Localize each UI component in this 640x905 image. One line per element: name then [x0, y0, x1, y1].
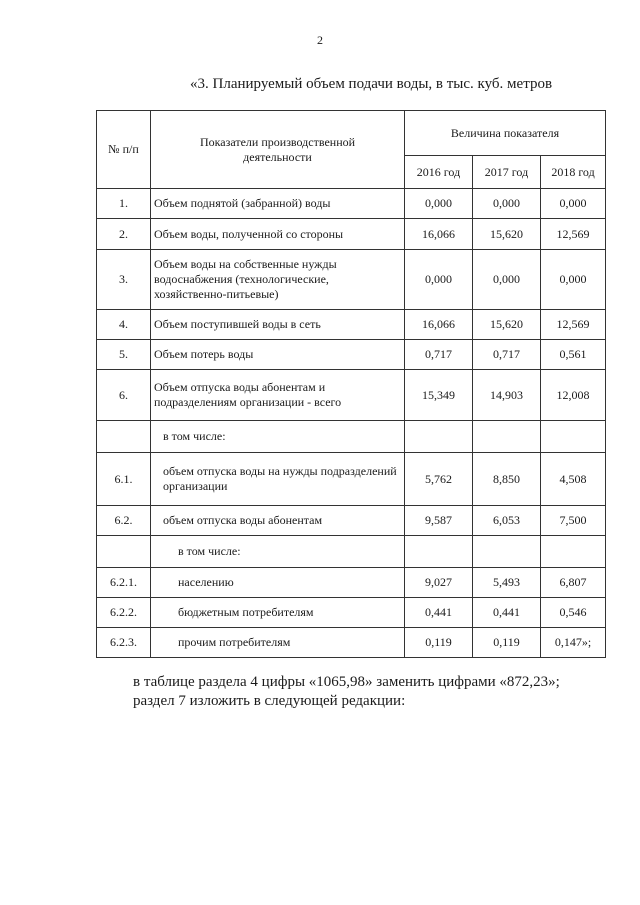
- row-value-2017: 0,119: [473, 628, 541, 658]
- row-value-2016: 0,441: [405, 598, 473, 628]
- table-row: [97, 370, 606, 421]
- row-label: Объем потерь воды: [151, 340, 405, 370]
- row-value-2016: 9,587: [405, 506, 473, 536]
- row-value-2018: 6,807: [541, 568, 606, 598]
- row-value-2017: 0,717: [473, 340, 541, 370]
- footer-line-2: раздел 7 изложить в следующей редакции:: [133, 693, 406, 709]
- row-value-2016: 16,066: [405, 219, 473, 250]
- row-num: 6.: [97, 370, 151, 421]
- row-value-2017: 0,000: [473, 189, 541, 219]
- table-row: [97, 628, 606, 658]
- row-value-2017: 5,493: [473, 568, 541, 598]
- row-value-2017: 15,620: [473, 310, 541, 340]
- row-num: 6.2.2.: [97, 598, 151, 628]
- header-year-2017: 2017 год: [473, 156, 541, 189]
- header-value-group: Величина показателя: [405, 111, 606, 156]
- table-row: [97, 506, 606, 536]
- row-value-2016: 16,066: [405, 310, 473, 340]
- row-value-2017: [473, 421, 541, 453]
- table-row: [97, 421, 606, 453]
- row-value-2018: 12,008: [541, 370, 606, 421]
- table-row: [97, 340, 606, 370]
- row-value-2016: 9,027: [405, 568, 473, 598]
- row-value-2016: 0,000: [405, 250, 473, 310]
- row-label: бюджетным потребителям: [151, 598, 405, 628]
- row-value-2016: 0,717: [405, 340, 473, 370]
- table-heading: «3. Планируемый объем подачи воды, в тыс. куб. метров: [190, 76, 553, 92]
- row-value-2018: 4,508: [541, 453, 606, 506]
- table-row: [97, 536, 606, 568]
- row-value-2017: 0,000: [473, 250, 541, 310]
- table-row: [97, 453, 606, 506]
- header-row: [97, 111, 606, 156]
- row-label: Объем воды на собственные нужды водоснабжения (технологические, хозяйственно-питьевые): [151, 250, 405, 310]
- row-value-2016: 0,000: [405, 189, 473, 219]
- header-num: № п/п: [97, 111, 151, 189]
- row-value-2017: 15,620: [473, 219, 541, 250]
- row-num: 4.: [97, 310, 151, 340]
- row-label: объем отпуска воды абонентам: [151, 506, 405, 536]
- header-year-2018: 2018 год: [541, 156, 606, 189]
- row-value-2018: 7,500: [541, 506, 606, 536]
- table-row: [97, 189, 606, 219]
- row-label: Объем отпуска воды абонентам и подразделениям организации - всего: [151, 370, 405, 421]
- page-number: 2: [317, 33, 323, 47]
- row-value-2016: 15,349: [405, 370, 473, 421]
- row-num: 3.: [97, 250, 151, 310]
- row-value-2018: [541, 536, 606, 568]
- row-value-2016: 5,762: [405, 453, 473, 506]
- row-num: [97, 536, 151, 568]
- row-label: в том числе:: [151, 536, 405, 568]
- row-label: Объем поднятой (забранной) воды: [151, 189, 405, 219]
- table-row: [97, 598, 606, 628]
- header-year-2016: 2016 год: [405, 156, 473, 189]
- row-value-2017: [473, 536, 541, 568]
- row-num: 2.: [97, 219, 151, 250]
- row-label: населению: [151, 568, 405, 598]
- footer-line-1: в таблице раздела 4 цифры «1065,98» заменить цифрами «872,23»;: [133, 674, 560, 690]
- row-value-2018: 12,569: [541, 310, 606, 340]
- row-value-2018: [541, 421, 606, 453]
- row-num: 6.2.: [97, 506, 151, 536]
- row-num: [97, 421, 151, 453]
- row-value-2018: 0,147»;: [541, 628, 606, 658]
- row-value-2018: 12,569: [541, 219, 606, 250]
- row-value-2018: 0,561: [541, 340, 606, 370]
- row-value-2018: 0,000: [541, 250, 606, 310]
- row-value-2016: [405, 421, 473, 453]
- table-row: [97, 310, 606, 340]
- header-indicator: Показатели производственной деятельности: [151, 111, 405, 189]
- row-value-2016: 0,119: [405, 628, 473, 658]
- row-num: 1.: [97, 189, 151, 219]
- row-label: объем отпуска воды на нужды подразделений организации: [151, 453, 405, 506]
- row-value-2018: 0,546: [541, 598, 606, 628]
- table-row: [97, 568, 606, 598]
- row-value-2017: 6,053: [473, 506, 541, 536]
- row-label: Объем поступившей воды в сеть: [151, 310, 405, 340]
- row-num: 5.: [97, 340, 151, 370]
- row-num: 6.1.: [97, 453, 151, 506]
- row-label: прочим потребителям: [151, 628, 405, 658]
- row-value-2017: 0,441: [473, 598, 541, 628]
- row-value-2017: 14,903: [473, 370, 541, 421]
- row-num: 6.2.1.: [97, 568, 151, 598]
- water-supply-table: [96, 110, 606, 658]
- table-row: [97, 250, 606, 310]
- table-row: [97, 219, 606, 250]
- row-value-2016: [405, 536, 473, 568]
- row-value-2017: 8,850: [473, 453, 541, 506]
- row-value-2018: 0,000: [541, 189, 606, 219]
- row-label: в том числе:: [151, 421, 405, 453]
- row-label: Объем воды, полученной со стороны: [151, 219, 405, 250]
- row-num: 6.2.3.: [97, 628, 151, 658]
